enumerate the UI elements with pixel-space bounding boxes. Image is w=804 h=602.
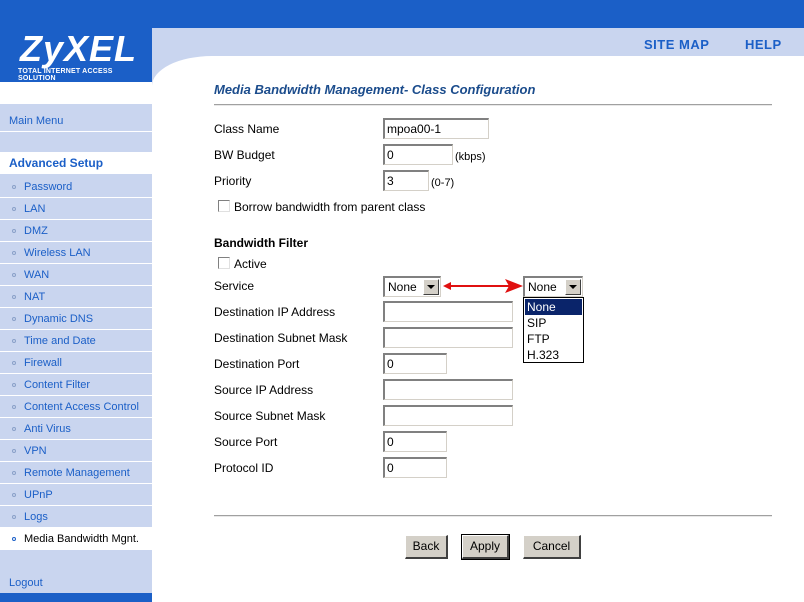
sidebar-item-logs[interactable]: [0, 506, 152, 528]
divider: [214, 104, 772, 106]
service-options-list: [523, 297, 584, 363]
sidebar-item-label: Wireless LAN: [24, 247, 91, 259]
sidebar-item-label: Media Bandwidth Mgnt.: [24, 533, 139, 545]
sidebar-item-label: Time and Date: [24, 335, 96, 347]
sidebar-item-wan[interactable]: [0, 264, 152, 286]
dest-port-label: Destination Port: [214, 357, 300, 371]
service-select[interactable]: [383, 276, 441, 297]
src-ip-label: Source IP Address: [214, 383, 314, 397]
sidebar-item-wireless-lan[interactable]: [0, 242, 152, 264]
service-option-sip[interactable]: SIP: [527, 316, 547, 330]
service-select-expanded[interactable]: [523, 276, 583, 297]
sidebar-item-content-access-control[interactable]: [0, 396, 152, 418]
annotation-arrow: [443, 276, 523, 296]
bullet-icon: [12, 427, 16, 431]
site-map-link[interactable]: SITE MAP: [644, 37, 710, 52]
sidebar-item-label: Firewall: [24, 357, 62, 369]
bullet-icon: [12, 383, 16, 387]
sidebar-item-label: VPN: [24, 445, 47, 457]
zyxel-logo: ZyXEL: [20, 28, 138, 69]
sidebar-item-label: Dynamic DNS: [24, 313, 94, 325]
bullet-icon: [12, 537, 16, 541]
sidebar-item-anti-virus[interactable]: [0, 418, 152, 440]
sidebar-footer: [0, 593, 152, 602]
bullet-icon: [12, 361, 16, 365]
dest-port-input[interactable]: 0: [383, 353, 447, 374]
logo-tagline: TOTAL INTERNET ACCESS SOLUTION: [18, 68, 113, 82]
sidebar-item-label: NAT: [24, 291, 46, 303]
active-checkbox[interactable]: [218, 257, 230, 269]
src-mask-input[interactable]: [383, 405, 513, 426]
bullet-icon: [12, 449, 16, 453]
help-link[interactable]: HELP: [745, 37, 782, 52]
service-select-value: None: [388, 280, 417, 294]
sidebar-item-label: LAN: [24, 203, 46, 215]
bullet-icon: [12, 273, 16, 277]
chevron-down-icon: [427, 285, 435, 289]
service-option-none[interactable]: None: [525, 299, 582, 315]
borrow-checkbox[interactable]: [218, 200, 230, 212]
bullet-icon: [12, 251, 16, 255]
back-button[interactable]: Back: [405, 535, 448, 559]
src-port-input[interactable]: 0: [383, 431, 447, 452]
sidebar-item-media-bandwidth-mgnt[interactable]: [0, 528, 152, 550]
sidebar-item-vpn[interactable]: [0, 440, 152, 462]
bullet-icon: [12, 295, 16, 299]
src-ip-input[interactable]: [383, 379, 513, 400]
service-option-h323[interactable]: H.323: [527, 348, 560, 362]
chevron-down-icon: [569, 285, 577, 289]
borrow-label: Borrow bandwidth from parent class: [234, 200, 426, 214]
bullet-icon: [12, 493, 16, 497]
bullet-icon: [12, 471, 16, 475]
bullet-icon: [12, 515, 16, 519]
sidebar-item-label: DMZ: [24, 225, 48, 237]
page-title: Media Bandwidth Management- Class Configuration: [214, 82, 536, 97]
bw-budget-input[interactable]: 0: [383, 144, 453, 165]
service-option-ftp[interactable]: FTP: [527, 332, 550, 346]
bw-budget-label: BW Budget: [214, 148, 275, 162]
dest-ip-input[interactable]: [383, 301, 513, 322]
sidebar-item-firewall[interactable]: [0, 352, 152, 374]
sidebar-item-label: Logs: [24, 511, 48, 523]
bullet-icon: [12, 405, 16, 409]
bandwidth-filter-heading: Bandwidth Filter: [214, 236, 308, 250]
protocol-id-input[interactable]: 0: [383, 457, 447, 478]
bullet-icon: [12, 339, 16, 343]
divider: [214, 515, 772, 517]
sidebar-item-dmz[interactable]: [0, 220, 152, 242]
sidebar-item-label: Content Access Control: [24, 401, 139, 413]
class-name-label: Class Name: [214, 122, 280, 136]
sidebar-item-label: UPnP: [24, 489, 53, 501]
dest-mask-label: Destination Subnet Mask: [214, 331, 348, 345]
bullet-icon: [12, 317, 16, 321]
sidebar-main-menu[interactable]: Main Menu: [0, 110, 152, 132]
sidebar-item-lan[interactable]: [0, 198, 152, 220]
service-label: Service: [214, 279, 255, 293]
priority-input[interactable]: 3: [383, 170, 429, 191]
sidebar-item-label: WAN: [24, 269, 50, 281]
sidebar-item-time-and-date[interactable]: [0, 330, 152, 352]
sidebar-item-nat[interactable]: [0, 286, 152, 308]
apply-button[interactable]: Apply: [462, 535, 509, 559]
src-mask-label: Source Subnet Mask: [214, 409, 326, 423]
cancel-button[interactable]: Cancel: [523, 535, 581, 559]
class-name-input[interactable]: mpoa00-1: [383, 118, 489, 139]
sidebar-item-label: Password: [24, 181, 73, 193]
dest-mask-input[interactable]: [383, 327, 513, 348]
dropdown-button[interactable]: [565, 279, 581, 295]
dropdown-button[interactable]: [423, 279, 439, 295]
sidebar-item-password[interactable]: [0, 176, 152, 198]
sidebar-item-upnp[interactable]: [0, 484, 152, 506]
logo-area: [0, 0, 152, 82]
sidebar-logout[interactable]: Logout: [0, 572, 152, 594]
sidebar-item-label: Remote Management: [24, 467, 130, 479]
bullet-icon: [12, 229, 16, 233]
sidebar-spacer: [0, 82, 152, 104]
bullet-icon: [12, 207, 16, 211]
dest-ip-label: Destination IP Address: [214, 305, 336, 319]
src-port-label: Source Port: [214, 435, 278, 449]
sidebar-item-content-filter[interactable]: [0, 374, 152, 396]
sidebar-item-dynamic-dns[interactable]: [0, 308, 152, 330]
priority-range: (0-7): [431, 177, 455, 189]
sidebar-item-remote-management[interactable]: [0, 462, 152, 484]
service-select-expanded-value: None: [528, 280, 557, 294]
priority-label: Priority: [214, 174, 252, 188]
sidebar-section-advanced-setup: Advanced Setup: [0, 152, 152, 174]
sidebar-item-label: Anti Virus: [24, 423, 71, 435]
protocol-id-label: Protocol ID: [214, 461, 274, 475]
active-label: Active: [234, 257, 267, 271]
bullet-icon: [12, 185, 16, 189]
sidebar-item-label: Content Filter: [24, 379, 91, 391]
bw-budget-unit: (kbps): [455, 151, 486, 163]
